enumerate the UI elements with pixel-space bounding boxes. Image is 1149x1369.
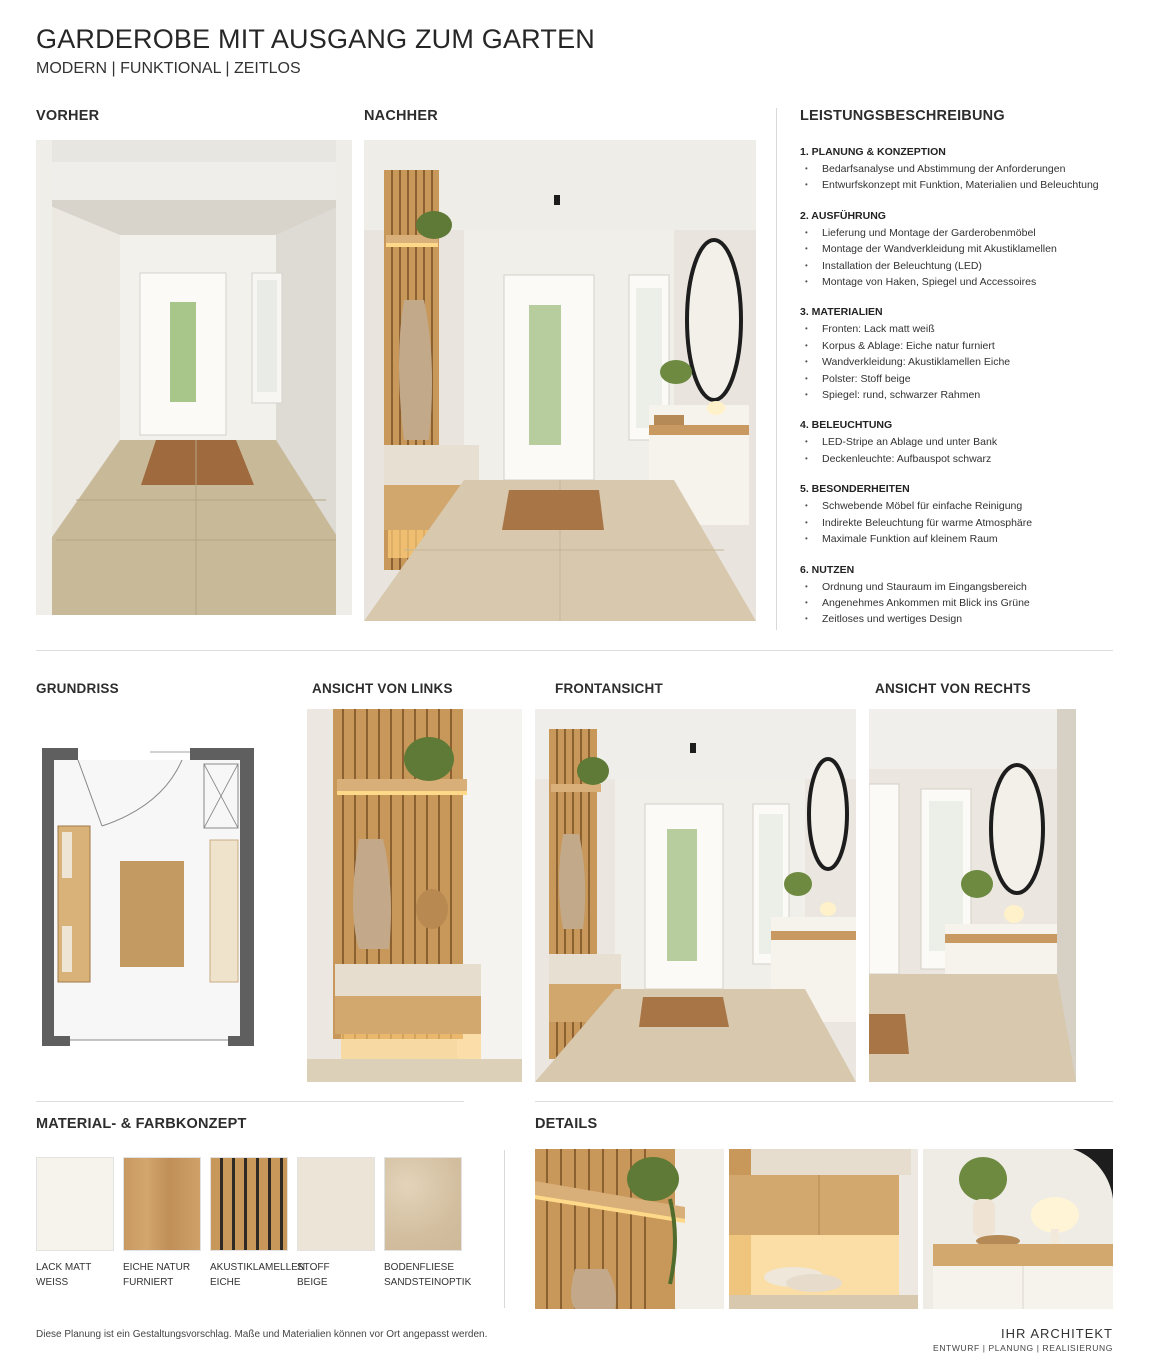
services-group-title: 5. BESONDERHEITEN [800, 483, 910, 496]
material-label-line1: AKUSTIKLAMELLEN [210, 1262, 306, 1273]
services-item: • Angenehmes Ankommen mit Blick ins Grüne [800, 595, 1120, 611]
detail-photo-sideboard [923, 1149, 1113, 1309]
services-item: • Ordnung und Stauraum im Eingangsbereich [800, 579, 1120, 595]
services-group-title: 6. NUTZEN [800, 563, 855, 576]
section-view-front-title: FRONTANSICHT [555, 681, 663, 696]
detail-photo-shelf [535, 1149, 724, 1309]
services-item: • Wandverkleidung: Akustiklamellen Eiche [800, 354, 1120, 370]
material-label-line2: SANDSTEINOPTIK [384, 1277, 472, 1288]
services-group-title: 3. MATERIALIEN [800, 306, 883, 319]
brand-name: IHR ARCHITEKT [1001, 1326, 1113, 1341]
services-group-title: 2. AUSFÜHRUNG [800, 209, 886, 222]
services-group [800, 146, 1120, 194]
services-item: • Spiegel: rund, schwarzer Rahmen [800, 387, 1120, 403]
services-group [800, 483, 1120, 547]
material-label [123, 1260, 223, 1290]
services-group-title: 1. PLANUNG & KONZEPTION [800, 146, 946, 158]
material-label [297, 1260, 397, 1290]
services-item: • Entwurfskonzept mit Funktion, Materialien und Beleuchtung [800, 177, 1120, 193]
section-view-left-title: ANSICHT VON LINKS [312, 681, 453, 696]
sandstone-tile-swatch [384, 1157, 462, 1251]
view-left-photo [307, 709, 522, 1082]
services-item: • Schwebende Möbel für einfache Reinigung [800, 498, 1120, 514]
services-group [800, 306, 1120, 403]
divider-vertical [776, 108, 777, 630]
services-item: • Korpus & Ablage: Eiche natur furniert [800, 338, 1120, 354]
fabric-beige-swatch [297, 1157, 375, 1251]
services-item: • Polster: Stoff beige [800, 371, 1120, 387]
services-group [800, 419, 1120, 467]
material-label-line1: LACK MATT [36, 1262, 92, 1273]
material-label [36, 1260, 136, 1290]
services-item: • Bedarfsanalyse und Abstimmung der Anforderungen [800, 161, 1120, 177]
brand-tagline: ENTWURF | PLANUNG | REALISIERUNG [933, 1343, 1113, 1353]
view-front-photo [535, 709, 856, 1082]
floorplan-drawing [42, 746, 256, 1050]
services-item: • LED-Stripe an Ablage und unter Bank [800, 434, 1120, 450]
page-title: GARDEROBE MIT AUSGANG ZUM GARTEN [36, 24, 595, 54]
section-services-title: LEISTUNGSBESCHREIBUNG [800, 108, 1005, 124]
divider-horizontal [36, 1101, 464, 1102]
services-item: • Installation der Beleuchtung (LED) [800, 258, 1120, 274]
acoustic-slats-swatch [210, 1157, 288, 1251]
after-photo [364, 140, 756, 621]
services-item: • Zeitloses und wertiges Design [800, 611, 1120, 627]
material-label-line2: FURNIERT [123, 1277, 174, 1288]
white-lacquer-swatch [36, 1157, 114, 1251]
material-label [384, 1260, 484, 1290]
section-before-title: VORHER [36, 108, 100, 124]
material-label [210, 1260, 310, 1290]
before-photo [36, 140, 352, 615]
material-label-line1: BODENFLIESE [384, 1262, 455, 1273]
services-item: • Lieferung und Montage der Garderobenmöbel [800, 225, 1120, 241]
view-right-photo [869, 709, 1076, 1082]
footer-note: Diese Planung ist ein Gestaltungsvorschlag. Maße und Materialien können vor Ort angepasst werden. [36, 1329, 488, 1340]
services-item: • Maximale Funktion auf kleinem Raum [800, 531, 1120, 547]
divider-vertical [504, 1150, 505, 1308]
section-after-title: NACHHER [364, 108, 438, 124]
material-label-line1: STOFF [297, 1262, 330, 1273]
services-group-title: 4. BELEUCHTUNG [800, 419, 893, 432]
page-subtitle: MODERN | FUNKTIONAL | ZEITLOS [36, 60, 301, 77]
divider-horizontal [36, 650, 1113, 651]
section-floorplan-title: GRUNDRISS [36, 681, 119, 696]
detail-photo-bench [729, 1149, 918, 1309]
services-item: • Fronten: Lack matt weiß [800, 321, 1120, 337]
divider-horizontal [535, 1101, 1113, 1102]
services-item: • Indirekte Beleuchtung für warme Atmosphäre [800, 515, 1120, 531]
section-view-right-title: ANSICHT VON RECHTS [875, 681, 1031, 696]
material-label-line2: BEIGE [297, 1277, 328, 1288]
section-details-title: DETAILS [535, 1116, 598, 1132]
services-item: • Montage der Wandverkleidung mit Akustiklamellen [800, 241, 1120, 257]
section-materials-title: MATERIAL- & FARBKONZEPT [36, 1116, 247, 1132]
services-item: • Deckenleuchte: Aufbauspot schwarz [800, 451, 1120, 467]
services-group [800, 564, 1120, 628]
services-group [800, 210, 1120, 291]
services-item: • Montage von Haken, Spiegel und Accessoires [800, 274, 1120, 290]
oak-veneer-swatch [123, 1157, 201, 1251]
material-label-line2: EICHE [210, 1277, 241, 1288]
material-label-line2: WEISS [36, 1277, 69, 1288]
services-list [800, 146, 1120, 644]
material-label-line1: EICHE NATUR [123, 1262, 191, 1273]
